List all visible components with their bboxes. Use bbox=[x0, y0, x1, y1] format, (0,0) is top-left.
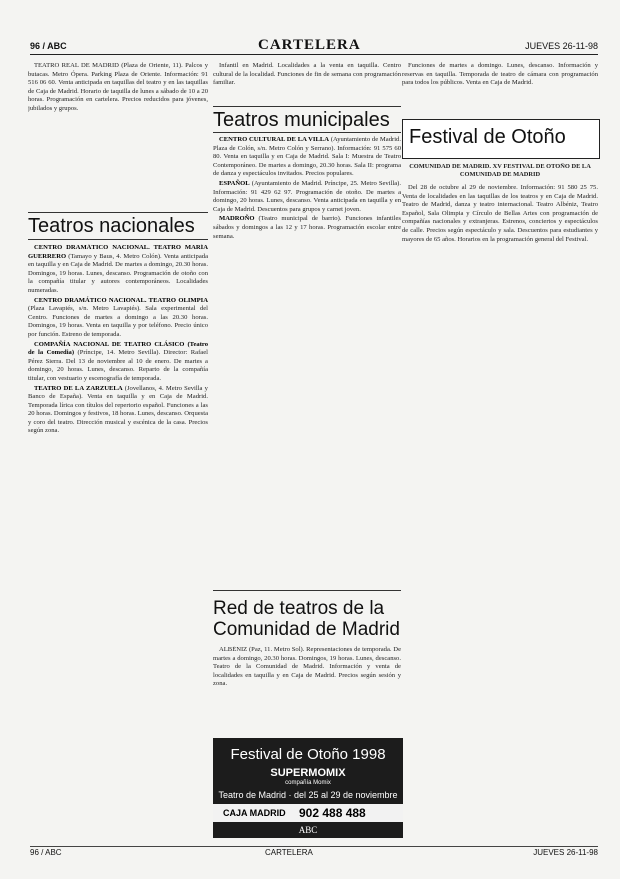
middle-entries bbox=[213, 136, 401, 584]
page-number: 96 / ABC bbox=[30, 41, 67, 51]
divider bbox=[213, 132, 401, 133]
section-title: CARTELERA bbox=[258, 37, 361, 53]
festival-subtitle: COMUNIDAD DE MADRID. XV FESTIVAL DE OTOÑO DE LA COMUNIDAD DE MADRID bbox=[409, 163, 591, 178]
teatros-municipales-title: Teatros municipales bbox=[213, 109, 390, 131]
divider bbox=[28, 212, 208, 213]
red-teatros-title: Red de teatros de la Comunidad de Madrid bbox=[213, 598, 400, 640]
ad-show: SUPERMOMIX bbox=[270, 767, 346, 779]
left-intro-text: TEATRO REAL DE MADRID (Plaza de Oriente, 11). Palcos y butacas. Metro Ópera. Parking Plaza de Oriente. Información: 91 516 06 60. Venta anticipada en taquillas del teatro y en las taquillas de Caja de Madrid. Horario de taquilla de lunes a sábado de 10 a 20 horas. Programación en cartelera. Precios reducidos para jóvenes, jubilados y grupos. bbox=[28, 62, 208, 112]
ad-title: Festival de Otoño 1998 bbox=[230, 746, 386, 763]
list-item: CENTRO DRAMÁTICO NACIONAL. TEATRO MARÍA GUERRERO (Tamayo y Baus, 4. Metro Colón). Venta anticipada en taquilla y en Caja de Madrid. De martes a domingo, 20.30 horas. Domingos, 19 horas. Lunes, descanso. Programación de otoño con la compañía titular y autores contemporáneos. Localidades numeradas. bbox=[28, 244, 208, 294]
date: JUEVES 26-11-98 bbox=[525, 41, 598, 51]
ad-footer: ABC bbox=[298, 825, 318, 835]
left-column-entries bbox=[28, 244, 208, 842]
page-footer bbox=[30, 846, 598, 857]
ad-phone: 902 488 488 bbox=[299, 806, 366, 820]
middle-top: Infantil en Madrid. Localidades a la venta en taquilla. Centro cultural de la localidad. Funciones de fin de semana con programación familiar. bbox=[213, 62, 401, 87]
teatros-nacionales-title: Teatros nacionales bbox=[28, 215, 195, 237]
footer-page: 96 / ABC bbox=[30, 848, 62, 857]
festival-advert[interactable] bbox=[213, 738, 403, 838]
divider bbox=[213, 106, 401, 107]
list-item: TEATRO DE LA ZARZUELA (Jovellanos, 4. Metro Sevilla y Banco de España). Venta en taquilla y en Caja de Madrid. Temporada lírica con títulos del repertorio español. Funciones a las 20 horas. Domingos y festivos, 18 horas. Lunes, descanso. Orquesta y coro del teatro. Dirección musical y escénica de la casa. Precios según zona. bbox=[28, 384, 208, 435]
list-item: CENTRO CULTURAL DE LA VILLA (Ayuntamiento de Madrid. Plaza de Colón, s/n. Metro Colón y Serrano). Información: 91 575 60 80. Venta en taquilla y en Caja de Madrid. Sala I: Muestra de Teatro Contemporáneo. De martes a domingo, 20.30 horas. Sala II: programa de danza y espectáculos invitados. Precios populares. bbox=[213, 136, 401, 178]
divider bbox=[213, 590, 401, 591]
festival-otono-title: Festival de Otoño bbox=[409, 126, 566, 148]
page-header bbox=[30, 37, 598, 55]
red-teatros-text: ALBÉNIZ (Paz, 11. Metro Sol). Representaciones de temporada. De martes a domingo, 20.30 horas. Domingos, 19 horas. Lunes, descanso. Teatro de la Comunidad de Madrid. Información y venta de localidades en taquilla y en Caja de Madrid. Precios según sesión y zona. bbox=[213, 646, 401, 688]
right-top: Funciones de martes a domingo. Lunes, descanso. Información y reservas en taquilla. Temporada de teatro de cámara con programación para todos los públicos. Venta en Caja de Madrid. bbox=[402, 62, 598, 87]
ad-ticket-strip bbox=[213, 804, 403, 822]
footer-section: CARTELERA bbox=[265, 848, 313, 857]
festival-text: Del 28 de octubre al 29 de noviembre. Información: 91 580 25 75. Venta de localidades en las taquillas de los teatros y en Caja de Madrid. Teatro de Madrid, danza y teatro internacional. Teatro Albéniz, Teatro Español, Sala Olimpia y Círculo de Bellas Artes con programación de compañías nacionales y extranjeras. Estrenos, conciertos y espectáculos de calle. Precios según espectáculo y sala. Descuentos para estudiantes y mayores de 65 años. Horarios en la programación general del Festival. bbox=[402, 184, 598, 243]
footer-date: JUEVES 26-11-98 bbox=[533, 848, 598, 857]
divider bbox=[28, 239, 208, 240]
left-intro bbox=[28, 62, 208, 210]
ad-ticket-label: CAJA MADRID bbox=[223, 808, 286, 818]
list-item: COMPAÑÍA NACIONAL DE TEATRO CLÁSICO (Teatro de la Comedia) (Príncipe, 14. Metro Sevilla). Director: Rafael Pérez Sierra. Del 13 de noviembre al 10 de enero. De martes a domingo, 20 horas. Lunes, descanso. Reparto de la compañía titular, con vestuario y escenografía de temporada. bbox=[28, 340, 208, 382]
ad-company: compañía Momix bbox=[285, 780, 331, 786]
list-item: CENTRO DRAMÁTICO NACIONAL. TEATRO OLIMPIA (Plaza Lavapiés, s/n. Metro Lavapiés). Sala experimental del Centro. Funciones de martes a domingo a las 20.30 horas. Domingos, 19 horas. Venta en taquilla y por teléfono. Precio único por función. Estreno de temporada. bbox=[28, 296, 208, 338]
list-item: MADROÑO (Teatro municipal de barrio). Funciones infantiles sábados y domingos a las 12 y 17 horas. Programación escolar entre semana. bbox=[213, 215, 401, 240]
list-item: ESPAÑOL (Ayuntamiento de Madrid. Príncipe, 25. Metro Sevilla). Información: 91 429 62 97. Programación de otoño. De martes a domingo, 20 horas. Lunes, descanso. Venta anticipada en taquilla y en Caja de Madrid. Descuentos para grupos y carnet joven. bbox=[213, 179, 401, 213]
festival-otono-box bbox=[402, 119, 600, 159]
ad-venue: Teatro de Madrid · del 25 al 29 de noviembre bbox=[218, 790, 398, 800]
